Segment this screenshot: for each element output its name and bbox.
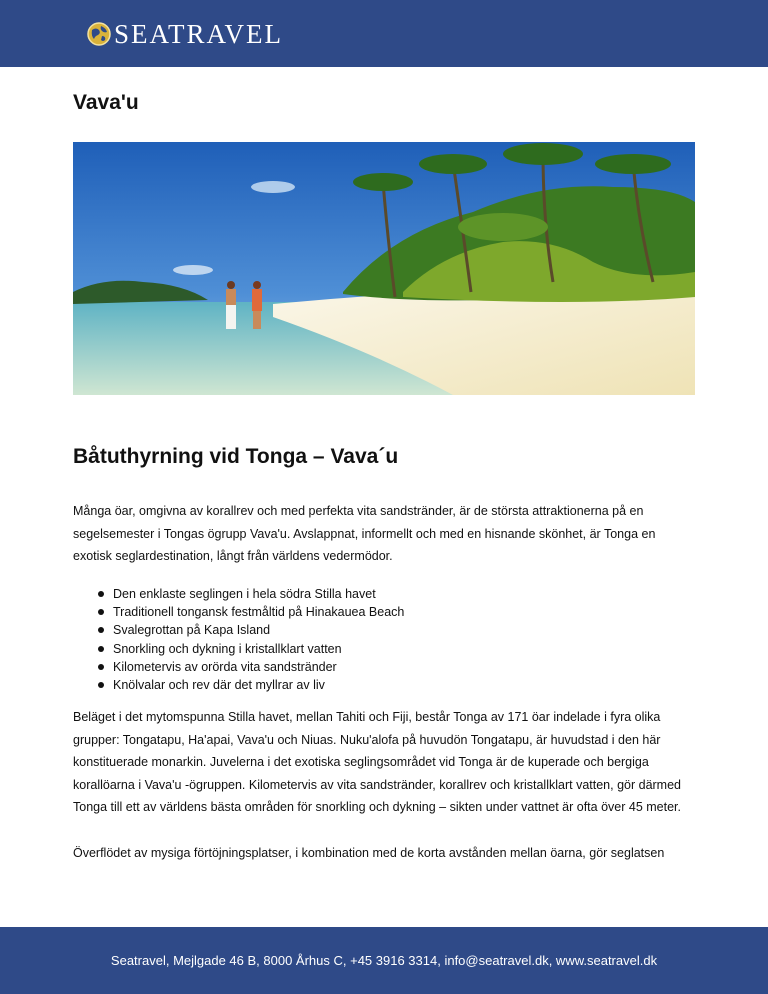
body-paragraph: Beläget i det mytomspunna Stilla havet, mellan Tahiti och Fiji, består Tonga av 171 öar indelade i fyra olika grupper: Tongatapu, Ha'apai, Vava'u och Niuas. Nuku'alofa på huvudön Tongatapu, är huvudstad i den här konstituerade monarkin. Juvelerna i det exotiska seglingsområdet vid Tonga är de kuperade och bergiga korallöarna i Vava'u -ögruppen. Kilometervis av vita sandstränder, korallrev och kristallklart vatten, gör därmed Tonga till ett av världens bästa områden för snorkling och dykning – sikten under vattnet är ofta över 45 meter.: [73, 710, 681, 814]
globe-icon: [86, 21, 112, 47]
footer-bar: [0, 927, 768, 994]
hero-beach-image: [73, 142, 695, 395]
seatravel-logo[interactable]: [86, 19, 283, 49]
list-item: Kilometervis av orörda vita sandstränder: [96, 658, 404, 676]
list-item: Snorkling och dykning i kristallklart vatten: [96, 640, 404, 658]
footer-contact-text: Seatravel, Mejlgade 46 B, 8000 Århus C, +45 3916 3314, info@seatravel.dk, www.seatravel.dk: [110, 953, 658, 968]
list-item: Knölvalar och rev där det myllrar av liv: [96, 676, 404, 694]
header-bar: [0, 0, 768, 67]
list-item: Den enklaste seglingen i hela södra Stilla havet: [96, 585, 404, 603]
beach-photo: [73, 142, 695, 395]
list-item: Traditionell tongansk festmåltid på Hinakauea Beach: [96, 603, 404, 621]
list-item: Svalegrottan på Kapa Island: [96, 621, 404, 639]
intro-paragraph: Många öar, omgivna av korallrev och med perfekta vita sandstränder, är de största attraktionerna på en segelsemester i Tongas ögrupp Vava'u. Avslappnat, informellt och med en hisnande skönhet, är Tonga en exotisk seglardestination, långt från världens vedermödor.: [73, 504, 656, 563]
page-title: Vava'u: [73, 91, 139, 114]
last-paragraph: Överflödet av mysiga förtöjningsplatser, i kombination med de korta avstånden mellan öarna, gör seglatsen: [73, 846, 665, 860]
brand-name: SEATRAVEL: [114, 19, 284, 49]
highlights-list: [96, 585, 404, 694]
section-title: Båtuthyrning vid Tonga – Vava´u: [73, 445, 399, 468]
